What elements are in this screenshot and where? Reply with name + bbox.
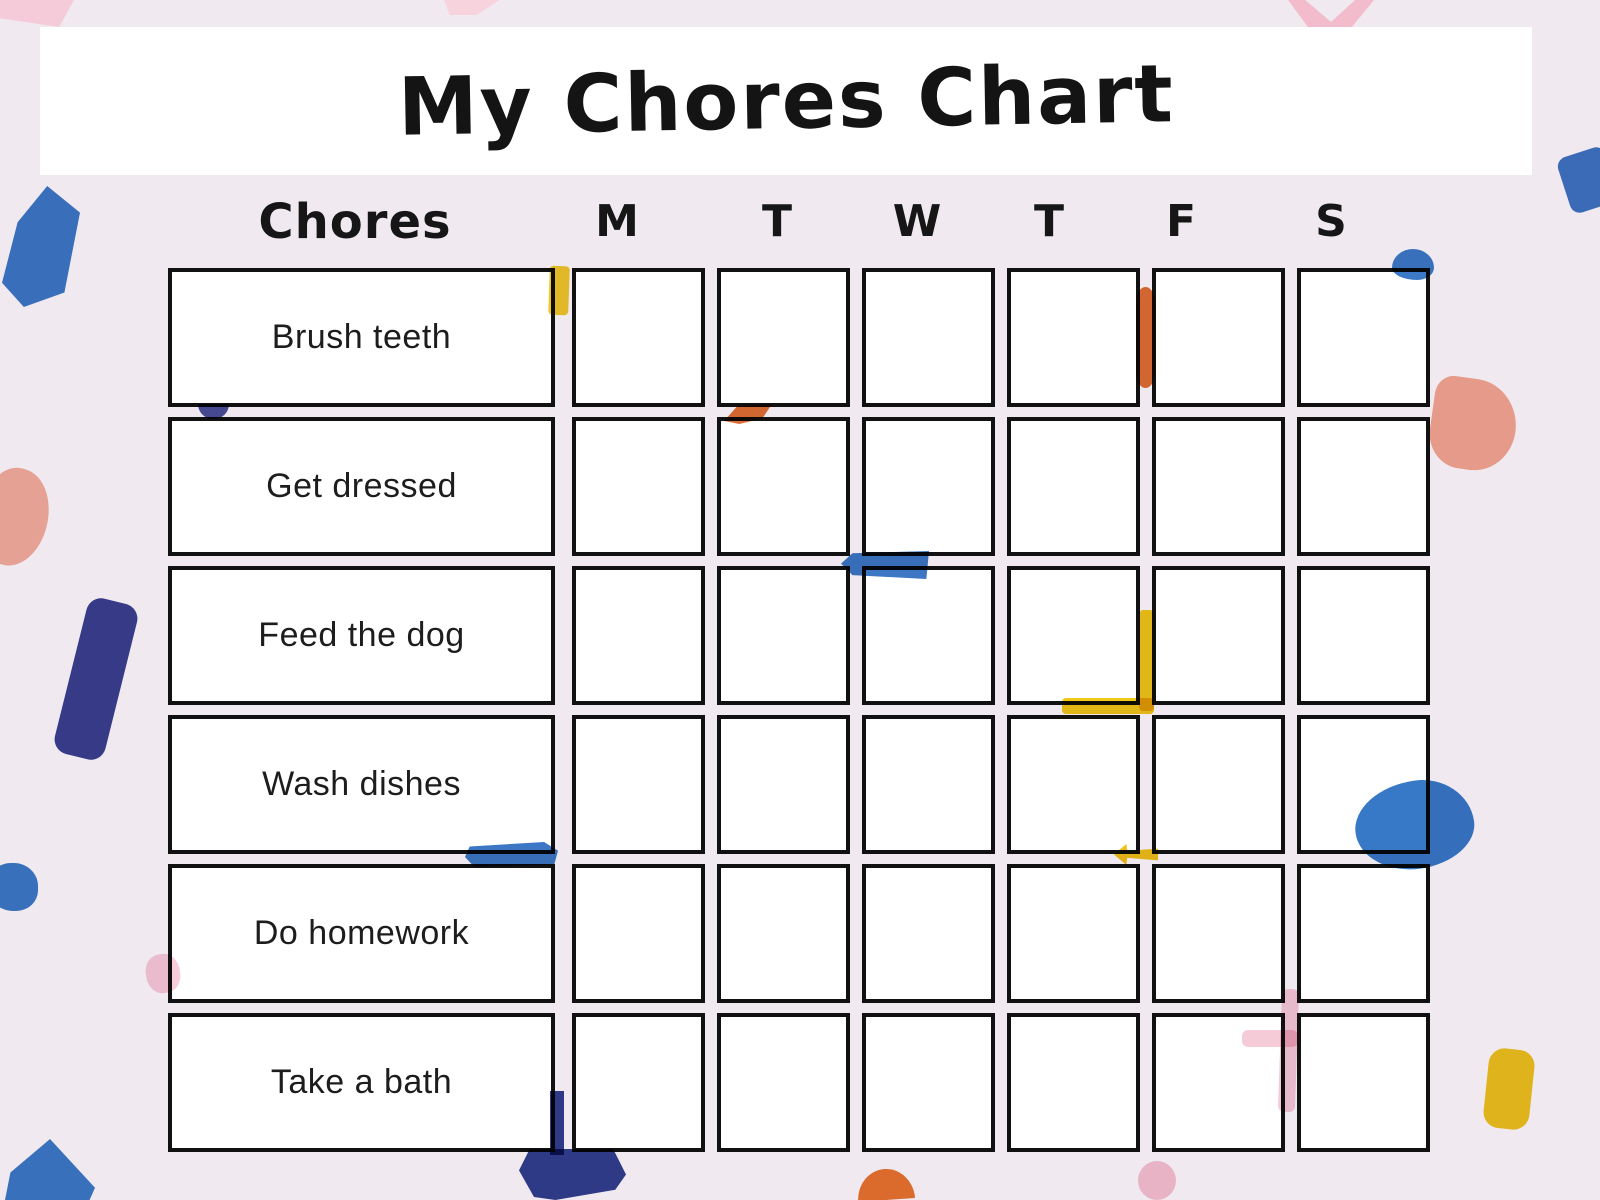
confetti-salmon-blob — [1425, 374, 1522, 476]
confetti-blue-stroke — [841, 551, 929, 579]
confetti-blue-triangle — [2, 186, 80, 307]
chore-cell[interactable] — [572, 417, 705, 556]
confetti-blue-rect — [1555, 145, 1600, 216]
chore-cell[interactable] — [1007, 566, 1140, 705]
chore-cell[interactable] — [717, 417, 850, 556]
chore-cell[interactable] — [862, 715, 995, 854]
chore-cell[interactable] — [717, 715, 850, 854]
chore-cell[interactable] — [717, 268, 850, 407]
chore-cell[interactable] — [717, 1013, 850, 1152]
day-header-wednesday: W — [892, 196, 942, 247]
chore-cell[interactable] — [1297, 1013, 1430, 1152]
confetti-navy-blob — [519, 1149, 626, 1200]
day-header-friday: F — [1165, 196, 1197, 247]
chore-cell[interactable] — [1297, 268, 1430, 407]
chore-cell[interactable] — [572, 1013, 705, 1152]
chore-cell[interactable] — [1007, 268, 1140, 407]
confetti-yellow-bar — [1062, 698, 1154, 714]
title-banner — [40, 27, 1532, 175]
chore-cell[interactable] — [862, 566, 995, 705]
chore-cell[interactable] — [572, 268, 705, 407]
chore-cell[interactable] — [862, 1013, 995, 1152]
confetti-navy-stick — [550, 1091, 564, 1155]
confetti-pink-oval — [1138, 1161, 1176, 1200]
day-header-monday: M — [595, 196, 639, 247]
confetti-blue-triangle — [5, 1139, 95, 1200]
confetti-blue-blob — [0, 863, 38, 911]
confetti-pink-piece — [0, 0, 74, 27]
confetti-pink-cross — [1242, 1030, 1298, 1047]
chore-cell[interactable] — [1297, 864, 1430, 1003]
chore-row-label: Take a bath — [168, 1013, 555, 1152]
page-title: My Chores Chart — [396, 47, 1176, 154]
chore-cell[interactable] — [572, 715, 705, 854]
chore-cell[interactable] — [1297, 417, 1430, 556]
chore-cell[interactable] — [572, 566, 705, 705]
chore-cell[interactable] — [1007, 715, 1140, 854]
day-header-saturday: S — [1315, 196, 1347, 247]
chore-row-label: Feed the dog — [168, 566, 555, 705]
chore-cell[interactable] — [1152, 864, 1285, 1003]
chore-cell[interactable] — [717, 566, 850, 705]
confetti-orange-blob — [856, 1167, 915, 1200]
chore-cell[interactable] — [1297, 566, 1430, 705]
chore-cell[interactable] — [1152, 417, 1285, 556]
chore-cell[interactable] — [572, 864, 705, 1003]
chore-row-label: Wash dishes — [168, 715, 555, 854]
confetti-pink-piece — [444, 0, 500, 15]
chore-cell[interactable] — [862, 268, 995, 407]
day-header-tuesday: T — [761, 196, 792, 247]
chore-cell[interactable] — [717, 864, 850, 1003]
confetti-pink-cross — [1278, 989, 1299, 1113]
confetti-yellow-stroke — [1482, 1047, 1536, 1131]
confetti-blue-blob — [1392, 249, 1434, 280]
chore-cell[interactable] — [1152, 566, 1285, 705]
chore-cell[interactable] — [1007, 417, 1140, 556]
chore-cell[interactable] — [1152, 268, 1285, 407]
confetti-navy-stick — [51, 595, 140, 763]
chore-row-label: Brush teeth — [168, 268, 555, 407]
chore-cell[interactable] — [1007, 864, 1140, 1003]
confetti-orange-bar — [1136, 287, 1155, 388]
chore-cell[interactable] — [1152, 715, 1285, 854]
day-header-thursday: T — [1033, 196, 1064, 247]
chore-cell[interactable] — [862, 417, 995, 556]
confetti-yellow-bar — [1139, 610, 1154, 711]
confetti-yellow-bar — [548, 266, 570, 316]
chores-column-header: Chores — [258, 194, 452, 250]
confetti-salmon-blob — [0, 461, 60, 573]
chore-cell[interactable] — [1007, 1013, 1140, 1152]
chore-cell[interactable] — [862, 864, 995, 1003]
chore-row-label: Get dressed — [168, 417, 555, 556]
chore-row-label: Do homework — [168, 864, 555, 1003]
